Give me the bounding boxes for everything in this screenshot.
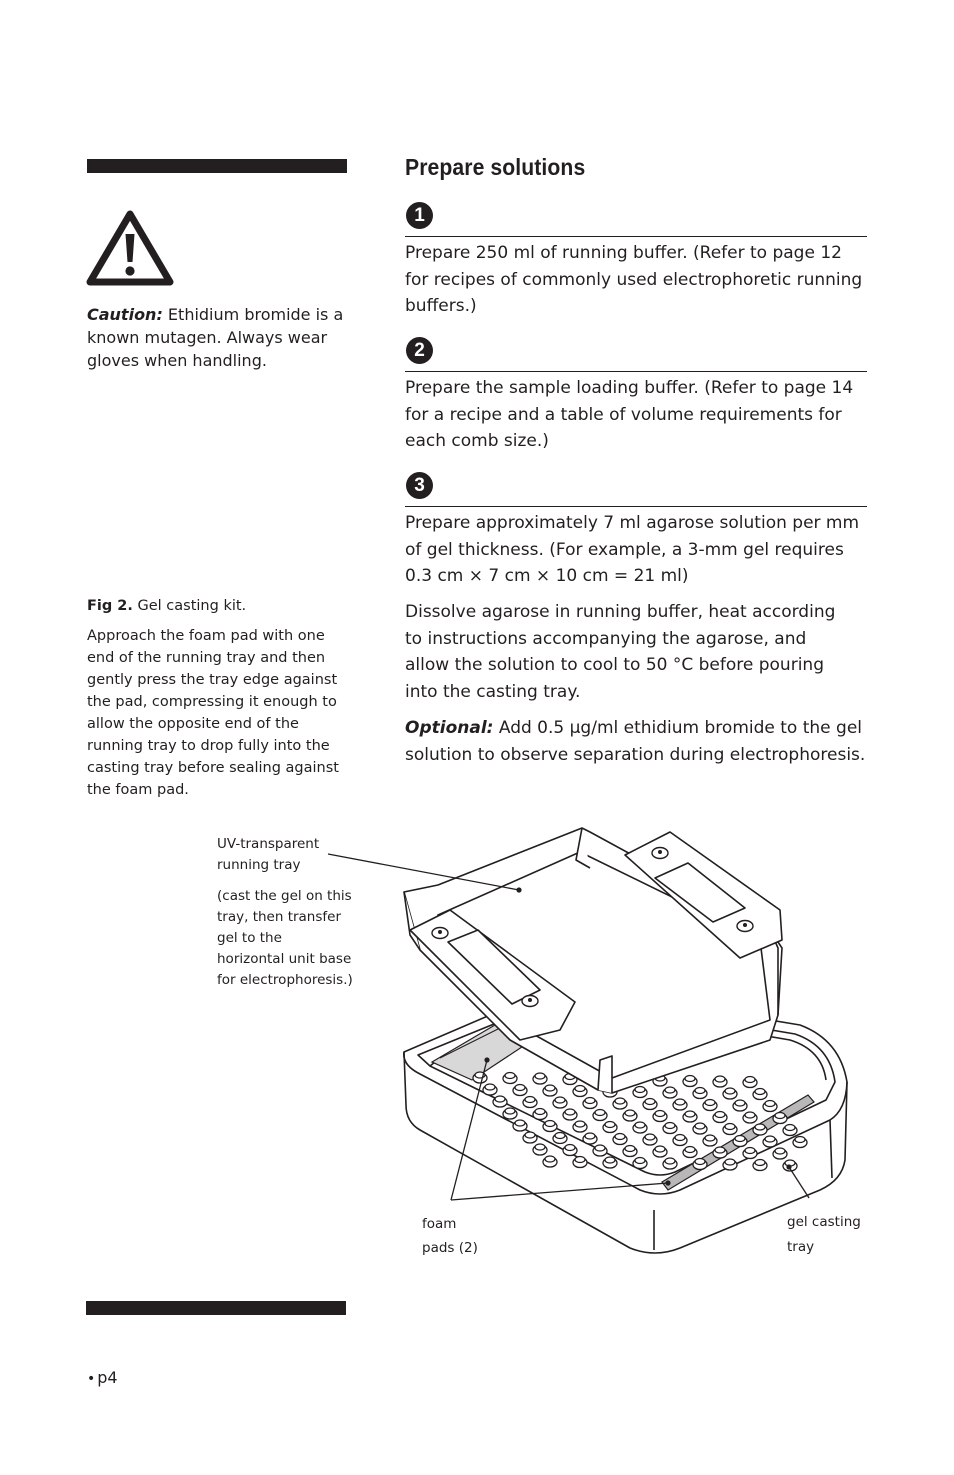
casting-peg-top	[665, 1123, 675, 1129]
casting-peg-top	[525, 1132, 535, 1138]
caution-text: Ethidium bromide is a known mutagen. Always wear gloves when handling.	[87, 305, 344, 370]
casting-peg-top	[615, 1098, 625, 1104]
casting-peg-top	[675, 1135, 685, 1141]
optional-label: Optional:	[405, 718, 494, 738]
page-number-text: p4	[97, 1368, 118, 1387]
casting-peg-top	[765, 1101, 775, 1107]
casting-peg-top	[585, 1133, 595, 1139]
label-foam-line2: pads (2)	[422, 1240, 478, 1256]
casting-peg-top	[565, 1145, 575, 1151]
label-running-tray-line2: running tray	[217, 857, 301, 873]
casting-peg-top	[685, 1111, 695, 1117]
casting-peg-top	[515, 1120, 525, 1126]
casting-peg-top	[625, 1110, 635, 1116]
step-3-text: Prepare approximately 7 ml agarose solution per mm of gel thickness. (For example, a 3-mm gel requires 0.3 cm × 7 cm × 10 cm = 21 ml)	[405, 513, 860, 586]
casting-peg-top	[525, 1097, 535, 1103]
casting-peg-top	[745, 1148, 755, 1154]
casting-peg-top	[655, 1111, 665, 1117]
page-number	[87, 1368, 118, 1387]
casting-peg-top	[575, 1121, 585, 1127]
label-running-tray-line1: UV-transparent	[217, 836, 320, 852]
label-casting-line2: tray	[787, 1239, 815, 1255]
label-casting-line1: gel casting	[787, 1214, 861, 1230]
casting-peg-top	[505, 1073, 515, 1079]
casting-peg-top	[685, 1147, 695, 1153]
casting-peg-top	[555, 1133, 565, 1139]
casting-peg-top	[495, 1096, 505, 1102]
casting-peg-top	[485, 1084, 495, 1090]
casting-peg-top	[595, 1110, 605, 1116]
casting-peg-top	[555, 1097, 565, 1103]
casting-peg-top	[575, 1157, 585, 1163]
casting-peg-top	[745, 1112, 755, 1118]
casting-peg-top	[535, 1109, 545, 1115]
bottom-rule-bar	[86, 1301, 346, 1315]
casting-peg-top	[605, 1122, 615, 1128]
casting-peg-top	[715, 1076, 725, 1082]
casting-peg-top	[755, 1089, 765, 1095]
optional-text: Add 0.5 μg/ml ethidium bromide to the gel solution to observe separation during electrophoresis.	[405, 718, 866, 765]
casting-peg-top	[595, 1145, 605, 1151]
label-running-tray-note: (cast the gel on this tray, then transfer gel to the horizontal unit base for electrophoresis.)	[217, 888, 353, 988]
casting-peg-top	[535, 1073, 545, 1079]
casting-peg-top	[535, 1144, 545, 1150]
casting-peg-top	[615, 1134, 625, 1140]
casting-peg-top	[575, 1086, 585, 1092]
casting-peg-top	[795, 1137, 805, 1143]
casting-peg-top	[695, 1088, 705, 1094]
label-foam-line1: foam	[422, 1216, 457, 1232]
casting-peg-top	[665, 1158, 675, 1164]
casting-peg-top	[505, 1108, 515, 1114]
figure-caption-body: Approach the foam pad with one end of the running tray and then gently press the tray edge against the pad, compressing it enough to allow the opposite end of the running tray to drop fully into the casting tray before sealing against the foam pad.	[87, 628, 339, 798]
casting-peg-top	[635, 1087, 645, 1093]
casting-peg-top	[745, 1077, 755, 1083]
caution-label: Caution:	[87, 305, 163, 324]
casting-peg-top	[565, 1109, 575, 1115]
casting-peg-top	[665, 1087, 675, 1093]
step-2-text: Prepare the sample loading buffer. (Refer to page 14 for a recipe and a table of volume requirements for each comb size.)	[405, 378, 854, 451]
casting-peg-top	[655, 1146, 665, 1152]
casting-peg-top	[775, 1148, 785, 1154]
figure-title: Gel casting kit.	[132, 598, 247, 614]
step-number-1: 1	[406, 202, 433, 229]
step-number-2: 2	[406, 337, 433, 364]
casting-peg-top	[605, 1157, 615, 1163]
casting-peg-top	[635, 1122, 645, 1128]
step-1-text: Prepare 250 ml of running buffer. (Refer to page 12 for recipes of commonly used electrophoretic running buffers.)	[405, 243, 863, 316]
casting-peg-top	[625, 1146, 635, 1152]
casting-peg-top	[645, 1134, 655, 1140]
casting-peg-top	[725, 1159, 735, 1165]
casting-peg-top	[705, 1135, 715, 1141]
casting-peg-top	[765, 1136, 775, 1142]
casting-peg-top	[775, 1113, 785, 1119]
casting-peg-top	[675, 1099, 685, 1105]
casting-peg-top	[705, 1100, 715, 1106]
casting-peg-top	[545, 1156, 555, 1162]
step-number-3: 3	[406, 472, 433, 499]
casting-peg-top	[785, 1125, 795, 1131]
casting-peg-top	[635, 1158, 645, 1164]
casting-peg-top	[715, 1147, 725, 1153]
casting-peg-top	[735, 1136, 745, 1142]
casting-peg-top	[715, 1112, 725, 1118]
casting-peg-top	[755, 1160, 765, 1166]
casting-peg-top	[685, 1076, 695, 1082]
page-bullet: •	[87, 1371, 96, 1387]
dissolve-paragraph: Dissolve agarose in running buffer, heat according to instructions accompanying the agarose, and allow the solution to cool to 50 °C before pouring into the casting tray.	[405, 602, 836, 702]
casting-peg-top	[755, 1124, 765, 1130]
casting-peg-top	[515, 1085, 525, 1091]
casting-peg-top	[735, 1100, 745, 1106]
casting-peg-top	[545, 1121, 555, 1127]
casting-peg-top	[725, 1088, 735, 1094]
section-title: Prepare solutions	[405, 154, 586, 180]
casting-peg-top	[545, 1085, 555, 1091]
figure-label: Fig 2.	[87, 598, 133, 614]
casting-peg-top	[585, 1098, 595, 1104]
casting-peg-top	[695, 1159, 705, 1165]
casting-peg-top	[725, 1124, 735, 1130]
casting-peg-top	[695, 1123, 705, 1129]
casting-peg-top	[645, 1099, 655, 1105]
